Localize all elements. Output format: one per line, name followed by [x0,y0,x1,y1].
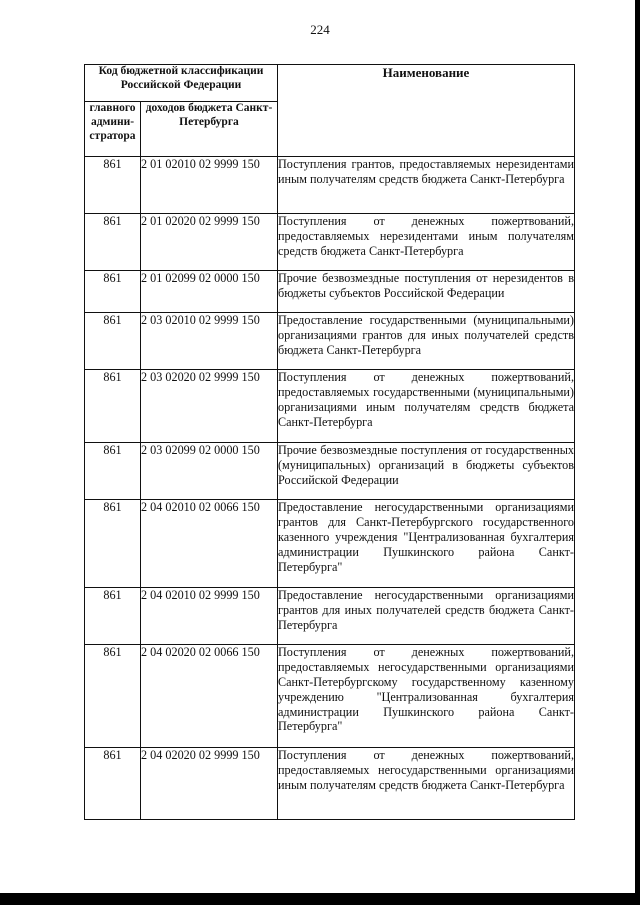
table-row [85,443,575,500]
table-row [85,748,575,820]
budget-classification-table [84,64,575,820]
header-admin: главного админи-стратора [85,102,141,157]
table-row [85,370,575,443]
admin-code-cell: 861 [85,157,141,214]
revenue-name-cell: Прочие безвозмездные поступления от государственных (муниципальных) организаций в бюджеты субъектов Российской Федерации [278,443,575,500]
revenue-name-cell: Предоставление государственными (муниципальными) организациями грантов для иных получателей средств бюджета Санкт-Петербурга [278,313,575,370]
revenue-code-cell: 2 03 02099 02 0000 150 [141,443,278,500]
revenue-code-cell: 2 01 02010 02 9999 150 [141,157,278,214]
revenue-name-cell: Предоставление негосударственными организациями грантов для Санкт-Петербургского государственного казенного учреждения "Централизованная бухгалтерия администрации Пушкинского района Санкт-Петербурга" [278,500,575,588]
admin-code-cell: 861 [85,500,141,588]
revenue-name-cell: Предоставление негосударственными организациями грантов для иных получателей средств бюджета Санкт-Петербурга [278,588,575,645]
header-classification-code: Код бюджетной классификации Российской Федерации [85,65,278,102]
table-row [85,214,575,271]
revenue-code-cell: 2 04 02010 02 9999 150 [141,588,278,645]
admin-code-cell: 861 [85,748,141,820]
table-row [85,313,575,370]
table-row [85,157,575,214]
admin-code-cell: 861 [85,370,141,443]
revenue-code-cell: 2 04 02010 02 0066 150 [141,500,278,588]
revenue-code-cell: 2 01 02099 02 0000 150 [141,271,278,313]
scan-edge-bottom [0,893,640,905]
revenue-name-cell: Поступления грантов, предоставляемых нерезидентами иным получателям средств бюджета Санкт-Петербурга [278,157,575,214]
revenue-code-cell: 2 03 02010 02 9999 150 [141,313,278,370]
table-row [85,588,575,645]
table-row [85,645,575,748]
admin-code-cell: 861 [85,443,141,500]
revenue-code-cell: 2 03 02020 02 9999 150 [141,370,278,443]
admin-code-cell: 861 [85,313,141,370]
header-name: Наименование [278,65,575,157]
revenue-name-cell: Поступления от денежных пожертвований, предоставляемых государственными (муниципальными) организациями иным получателям средств бюджета Санкт-Петербурга [278,370,575,443]
admin-code-cell: 861 [85,645,141,748]
revenue-name-cell: Поступления от денежных пожертвований, предоставляемых негосударственными организациями иным получателям средств бюджета Санкт-Петербурга [278,748,575,820]
revenue-code-cell: 2 01 02020 02 9999 150 [141,214,278,271]
table-row [85,500,575,588]
admin-code-cell: 861 [85,588,141,645]
table-row [85,271,575,313]
revenue-name-cell: Прочие безвозмездные поступления от нерезидентов в бюджеты субъектов Российской Федерации [278,271,575,313]
header-revenue: доходов бюджета Санкт-Петербурга [141,102,278,157]
revenue-code-cell: 2 04 02020 02 0066 150 [141,645,278,748]
admin-code-cell: 861 [85,271,141,313]
revenue-code-cell: 2 04 02020 02 9999 150 [141,748,278,820]
page-number: 224 [310,22,330,37]
revenue-name-cell: Поступления от денежных пожертвований, предоставляемых негосударственными организациями Санкт-Петербургскому государственному казенному учреждению "Централизованная бухгалтерия администрации Пушкинского района Санкт-Петербурга" [278,645,575,748]
revenue-name-cell: Поступления от денежных пожертвований, предоставляемых нерезидентами иным получателям средств бюджета Санкт-Петербурга [278,214,575,271]
scan-edge-right [635,0,640,905]
admin-code-cell: 861 [85,214,141,271]
